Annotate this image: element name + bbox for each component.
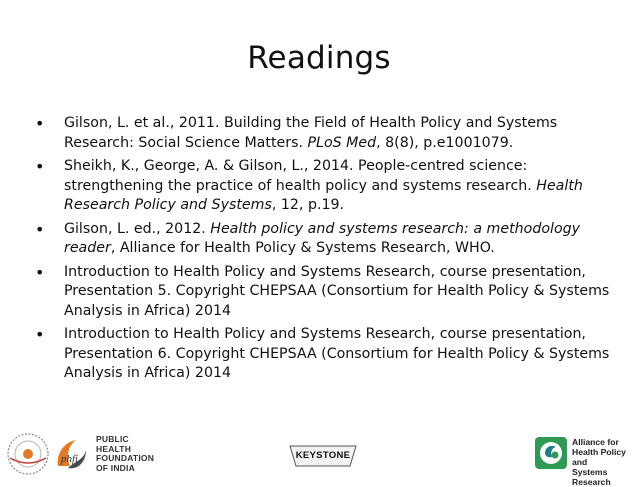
reference-details: , 12, p.19. bbox=[271, 197, 345, 213]
reference-journal: Health policy and systems research: a methodology reader bbox=[64, 220, 581, 256]
reference-item bbox=[24, 325, 624, 384]
reference-text: Sheikh, K., George, A. & Gilson, L., 2014. People-centred science: strengthening the practice of health policy and systems research. bbox=[64, 158, 537, 194]
slide-title: Readings bbox=[247, 40, 391, 76]
seal-icon bbox=[6, 432, 50, 476]
reference-item bbox=[24, 157, 624, 216]
phfi-emblem-icon bbox=[54, 436, 88, 472]
keystone-logo bbox=[289, 445, 357, 467]
reference-details: , Alliance for Health Policy & Systems Research, WHO. bbox=[110, 240, 495, 256]
reference-text: Gilson, L. ed., 2012. bbox=[64, 220, 211, 237]
ahpsr-logo-group bbox=[534, 434, 634, 487]
alliance-name: Alliance for Health Policy and Systems Research bbox=[572, 437, 626, 487]
reference-journal: Health Research Policy and Systems bbox=[64, 177, 583, 213]
reference-text: Introduction to Health Policy and Systems Research, course presentation, Presentation 5. Copyright CHEPSAA (Consortium for Health Policy & Systems Analysis in Africa) 2014 bbox=[64, 263, 610, 319]
reference-list bbox=[24, 114, 624, 388]
reference-item bbox=[24, 220, 624, 259]
reference-text: Introduction to Health Policy and Systems Research, course presentation, Presentation 6. Copyright CHEPSAA (Consortium for Health Policy & Systems Analysis in Africa) 2014 bbox=[64, 326, 610, 381]
reference-journal: PLoS Med bbox=[307, 134, 377, 151]
reference-text: Gilson, L. et al., 2011. Building the Field of Health Policy and Systems Research: Social Science Matters. bbox=[64, 115, 558, 151]
phfi-name: PUBLIC HEALTH FOUNDATION OF INDIA bbox=[96, 434, 155, 473]
svg-text:phfi: phfi bbox=[61, 453, 79, 465]
phfi-logo-group bbox=[6, 432, 156, 476]
alliance-emblem-icon bbox=[534, 436, 568, 470]
reference-details: , 8(8), p.e1001079. bbox=[376, 134, 514, 151]
reference-item bbox=[24, 114, 624, 153]
reference-item bbox=[24, 263, 624, 322]
footer-logos bbox=[0, 430, 638, 487]
keystone-label: KEYSTONE bbox=[295, 450, 351, 461]
